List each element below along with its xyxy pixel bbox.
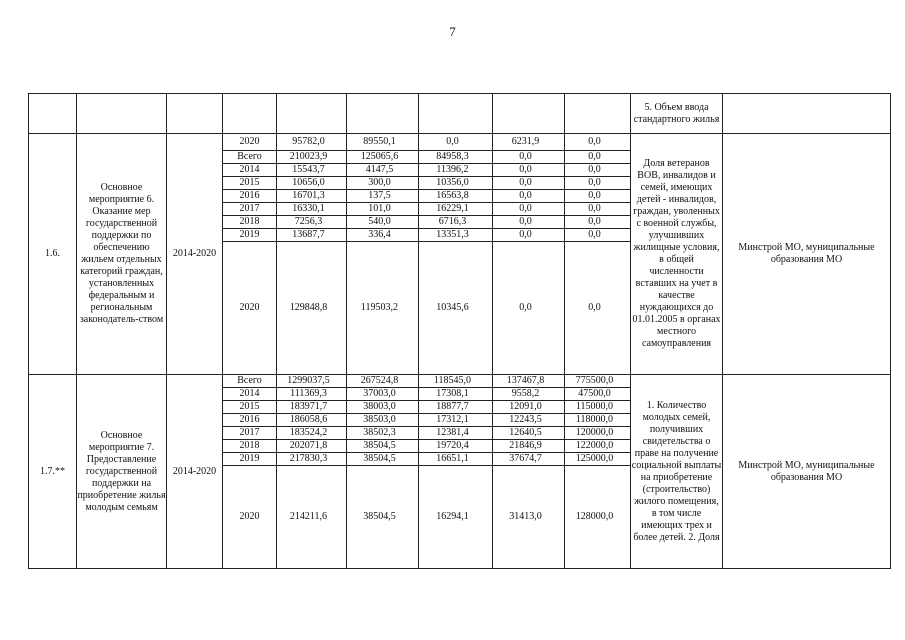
year-cell: Всего [223, 375, 277, 388]
value-cell: 202071,8 [277, 440, 347, 453]
year-cell: 2018 [223, 440, 277, 453]
value-cell: 0,0 [493, 216, 565, 229]
value-cell: 183971,7 [277, 401, 347, 414]
item-period: 2014-2020 [167, 134, 223, 375]
value-cell: 0,0 [493, 203, 565, 216]
value-cell: 47500,0 [565, 388, 631, 401]
year-cell: 2014 [223, 388, 277, 401]
item-name: Основное мероприятие 7. Предоставление государственной поддержки на приобретение жилья молодым семьям [77, 375, 167, 569]
value-cell: 16294,1 [419, 466, 493, 569]
value-cell: 120000,0 [565, 427, 631, 440]
value-cell: 137,5 [347, 190, 419, 203]
item-name: Основное мероприятие 6. Оказание мер государственной поддержки по обеспечению жильем отдельных категорий граждан, установленных федеральным и региональным законодатель-ством [77, 134, 167, 375]
value-cell: 12243,5 [493, 414, 565, 427]
executor-cell: Минстрой МО, муниципальные образования МО [723, 375, 891, 569]
value-cell: 122000,0 [565, 440, 631, 453]
value-cell: 0,0 [565, 216, 631, 229]
value-cell: 7256,3 [277, 216, 347, 229]
value-cell: 6231,9 [493, 134, 565, 151]
value-cell: 183524,2 [277, 427, 347, 440]
year-cell: 2020 [223, 242, 277, 375]
value-cell: 89550,1 [347, 134, 419, 151]
value-cell: 128000,0 [565, 466, 631, 569]
value-cell: 540,0 [347, 216, 419, 229]
value-cell: 18877,7 [419, 401, 493, 414]
program-table [28, 93, 891, 569]
target-indicator-cell: 1. Количество молодых семей, получивших свидетельства о праве на получение социальной выплаты на приобретение (строительство) жилого помещения, в том числе имеющих трех и более детей. 2. Доля [631, 375, 723, 569]
target-indicator-cell: 5. Объем ввода стандартного жилья [631, 94, 723, 134]
table-row [29, 375, 891, 388]
year-cell: 2019 [223, 453, 277, 466]
value-cell: 38504,5 [347, 453, 419, 466]
value-cell: 37674,7 [493, 453, 565, 466]
value-cell: 16563,8 [419, 190, 493, 203]
year-cell: 2020 [223, 466, 277, 569]
value-cell: 115000,0 [565, 401, 631, 414]
value-cell: 125000,0 [565, 453, 631, 466]
value-cell: 129848,8 [277, 242, 347, 375]
value-cell: 9558,2 [493, 388, 565, 401]
value-cell: 0,0 [565, 242, 631, 375]
value-cell: 31413,0 [493, 466, 565, 569]
year-cell: 2017 [223, 427, 277, 440]
value-cell: 0,0 [565, 229, 631, 242]
value-cell: 1299037,5 [277, 375, 347, 388]
value-cell: 336,4 [347, 229, 419, 242]
value-cell: 210023,9 [277, 151, 347, 164]
value-cell: 95782,0 [277, 134, 347, 151]
value-cell: 10356,0 [419, 177, 493, 190]
year-cell: 2014 [223, 164, 277, 177]
value-cell: 21846,9 [493, 440, 565, 453]
item-number: 1.7.** [29, 375, 77, 569]
value-cell: 0,0 [493, 164, 565, 177]
value-cell: 12640,5 [493, 427, 565, 440]
value-cell: 137467,8 [493, 375, 565, 388]
table-row [29, 134, 891, 151]
value-cell: 17312,1 [419, 414, 493, 427]
value-cell: 0,0 [493, 190, 565, 203]
value-cell: 186058,6 [277, 414, 347, 427]
value-cell: 101,0 [347, 203, 419, 216]
value-cell: 38502,3 [347, 427, 419, 440]
item-number: 1.6. [29, 134, 77, 375]
executor-cell: Минстрой МО, муниципальные образования МО [723, 134, 891, 375]
value-cell: 111369,3 [277, 388, 347, 401]
value-cell: 38504,5 [347, 440, 419, 453]
value-cell: 15543,7 [277, 164, 347, 177]
year-cell: 2020 [223, 134, 277, 151]
value-cell: 0,0 [565, 177, 631, 190]
page-number: 7 [449, 24, 456, 39]
value-cell: 0,0 [493, 177, 565, 190]
value-cell: 16701,3 [277, 190, 347, 203]
year-cell: 2015 [223, 177, 277, 190]
value-cell: 119503,2 [347, 242, 419, 375]
value-cell: 0,0 [493, 242, 565, 375]
value-cell: 300,0 [347, 177, 419, 190]
value-cell: 37003,0 [347, 388, 419, 401]
table-row [29, 94, 891, 134]
value-cell: 84958,3 [419, 151, 493, 164]
value-cell: 38504,5 [347, 466, 419, 569]
value-cell: 125065,6 [347, 151, 419, 164]
value-cell: 0,0 [565, 164, 631, 177]
value-cell: 10656,0 [277, 177, 347, 190]
item-period: 2014-2020 [167, 375, 223, 569]
value-cell: 13687,7 [277, 229, 347, 242]
year-cell: 2018 [223, 216, 277, 229]
year-cell: Всего [223, 151, 277, 164]
year-cell: 2016 [223, 190, 277, 203]
target-indicator-cell: Доля ветеранов ВОВ, инвалидов и семей, имеющих детей - инвалидов, граждан, уволенных с военной службы, улучшивших жилищные условия, в общей численности вставших на учет в качестве нуждающихся до 01.01.2005 в органах местного самоуправления [631, 134, 723, 375]
value-cell: 0,0 [419, 134, 493, 151]
value-cell: 0,0 [565, 190, 631, 203]
value-cell: 38503,0 [347, 414, 419, 427]
value-cell: 118545,0 [419, 375, 493, 388]
year-cell: 2015 [223, 401, 277, 414]
value-cell: 16651,1 [419, 453, 493, 466]
year-cell: 2019 [223, 229, 277, 242]
value-cell: 10345,6 [419, 242, 493, 375]
value-cell: 118000,0 [565, 414, 631, 427]
value-cell: 12381,4 [419, 427, 493, 440]
value-cell: 16330,1 [277, 203, 347, 216]
value-cell: 217830,3 [277, 453, 347, 466]
value-cell: 267524,8 [347, 375, 419, 388]
value-cell: 0,0 [565, 151, 631, 164]
value-cell: 0,0 [565, 134, 631, 151]
value-cell: 19720,4 [419, 440, 493, 453]
value-cell: 775500,0 [565, 375, 631, 388]
value-cell: 11396,2 [419, 164, 493, 177]
year-cell: 2016 [223, 414, 277, 427]
value-cell: 16229,1 [419, 203, 493, 216]
value-cell: 17308,1 [419, 388, 493, 401]
value-cell: 4147,5 [347, 164, 419, 177]
value-cell: 13351,3 [419, 229, 493, 242]
value-cell: 0,0 [493, 151, 565, 164]
value-cell: 12091,0 [493, 401, 565, 414]
value-cell: 6716,3 [419, 216, 493, 229]
value-cell: 38003,0 [347, 401, 419, 414]
year-cell: 2017 [223, 203, 277, 216]
value-cell: 0,0 [565, 203, 631, 216]
value-cell: 0,0 [493, 229, 565, 242]
value-cell: 214211,6 [277, 466, 347, 569]
